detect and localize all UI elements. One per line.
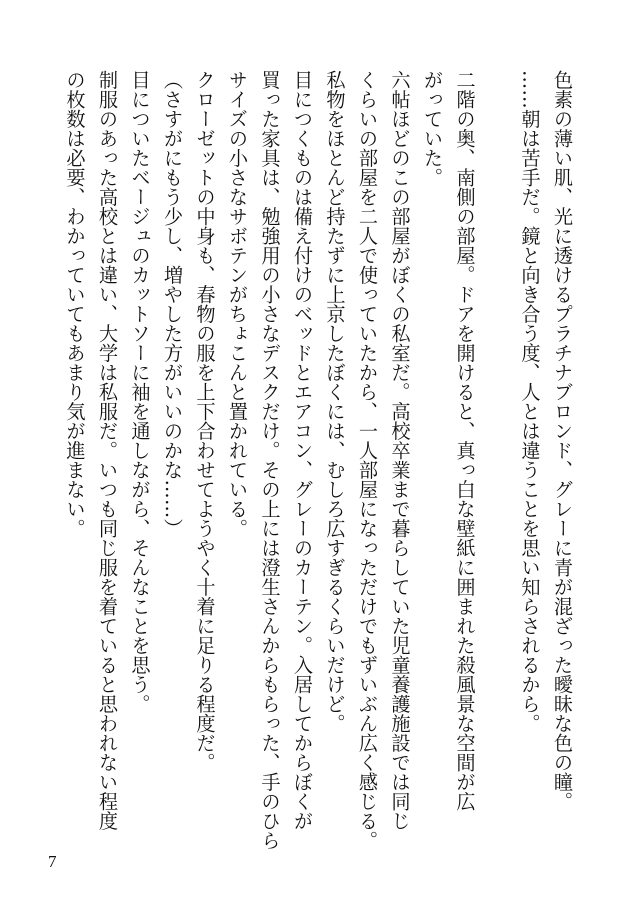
text-line: 買った家具は、勉強用の小さなデスクだけ。その上には澄生さんからもらった、手のひら [258,70,282,850]
vertical-text-body [58,70,578,850]
text-line: 六帖ほどのこの部屋がぼくの私室だ。高校卒業まで暮らしていた児童養護施設では同じ [388,70,412,831]
text-line: サイズの小さなサボテンがちょこんと置かれている。 [226,70,249,538]
text-line: の枚数は必要、わかっていてもあまり気が進まない。 [63,70,87,538]
page-number: 7 [48,852,57,871]
text-line: くらいの部屋を二人で使っていたから、一人部屋になっただけでもずいぶん広く感じる。 [356,70,379,850]
text-line: （さすがにもう少し、増やした方がいいのかな……） [161,70,184,538]
text-line: 制服のあった高校とは違い、大学は私服だ。いつも同じ服を着ていると思われない程度 [96,70,119,831]
text-line: クローゼットの中身も、春物の服を上下合わせてようやく十着に足りる程度だ。 [193,70,217,772]
text-line: 目につくものは備え付けのベッドとエアコン、グレーのカーテン。入居してからぼくが [291,70,314,831]
text-line: 二階の奥、南側の部屋。ドアを開けると、真っ白な壁紙に囲まれた殺風景な空間が広 [453,70,477,811]
text-line: 目についたベージュのカットソーに袖を通しながら、そんなことを思う。 [128,70,152,714]
paragraph-gap [481,70,514,810]
text-line: ……朝は苦手だ。鏡と向き合う度、人とは違うことを思い知らされるから。 [518,70,542,733]
text-line: 色素の薄い肌、光に透けるプラチナブロンド、グレーに青が混ざった曖昧な色の瞳。 [551,70,574,811]
text-line: 私物をほとんど持たずに上京したぼくには、むしろ広すぎるくらいだけど。 [323,70,347,733]
text-line: がっていた。 [421,70,444,187]
